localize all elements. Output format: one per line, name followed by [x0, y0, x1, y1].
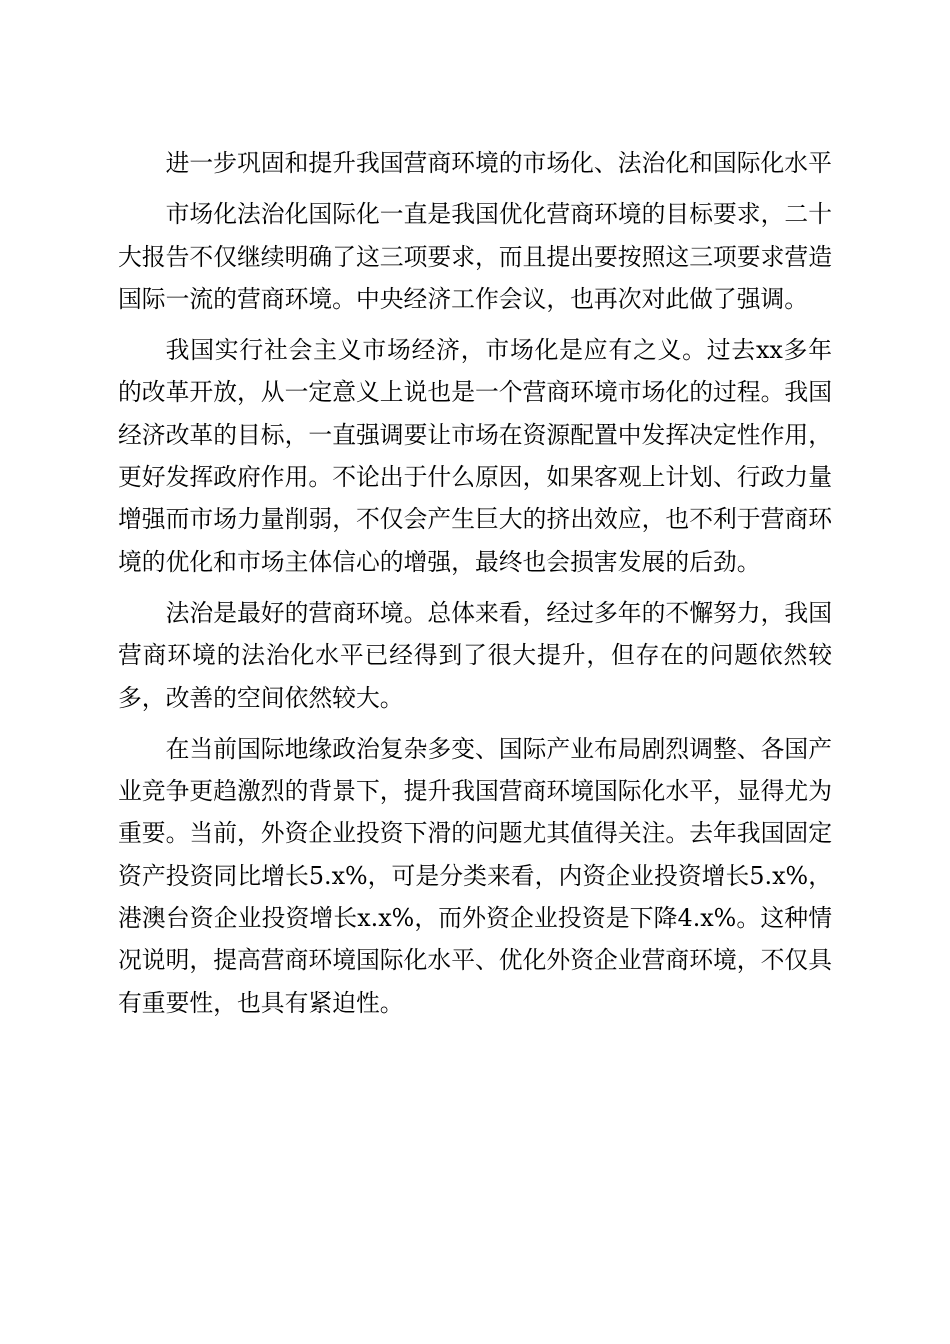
section-heading: 进一步巩固和提升我国营商环境的市场化、法治化和国际化水平 — [165, 149, 832, 177]
paragraph: 市场化法治化国际化一直是我国优化营商环境的目标要求，二十大报告不仅继续明确了这三项要求，而且提出要按照这三项要求营造国际一流的营商环境。中央经济工作会议，也再次对此做了强调。 — [118, 200, 832, 313]
paragraph: 我国实行社会主义市场经济，市场化是应有之义。过去xx多年的改革开放，从一定意义上说也是一个营商环境市场化的过程。我国经济改革的目标，一直强调要让市场在资源配置中发挥决定性作用，更好发挥政府作用。不论出于什么原因，如果客观上计划、行政力量增强而市场力量削弱，不仅会产生巨大的挤出效应，也不利于营商环境的优化和市场主体信心的增强，最终也会损害发展的后劲。 — [118, 336, 832, 576]
paragraph: 法治是最好的营商环境。总体来看，经过多年的不懈努力，我国营商环境的法治化水平已经得到了很大提升，但存在的问题依然较多，改善的空间依然较大。 — [118, 598, 832, 712]
paragraph: 在当前国际地缘政治复杂多变、国际产业布局剧烈调整、各国产业竞争更趋激烈的背景下，提升我国营商环境国际化水平，显得尤为重要。当前，外资企业投资下滑的问题尤其值得关注。去年我国固定资产投资同比增长5.x%，可是分类来看，内资企业投资增长5.x%，港澳台资企业投资增长x.x%，而外资企业投资是下降4.x%。这种情况说明，提高营商环境国际化水平、优化外资企业营商环境，不仅具有重要性，也具有紧迫性。 — [118, 734, 832, 1017]
document-body — [118, 142, 832, 1033]
